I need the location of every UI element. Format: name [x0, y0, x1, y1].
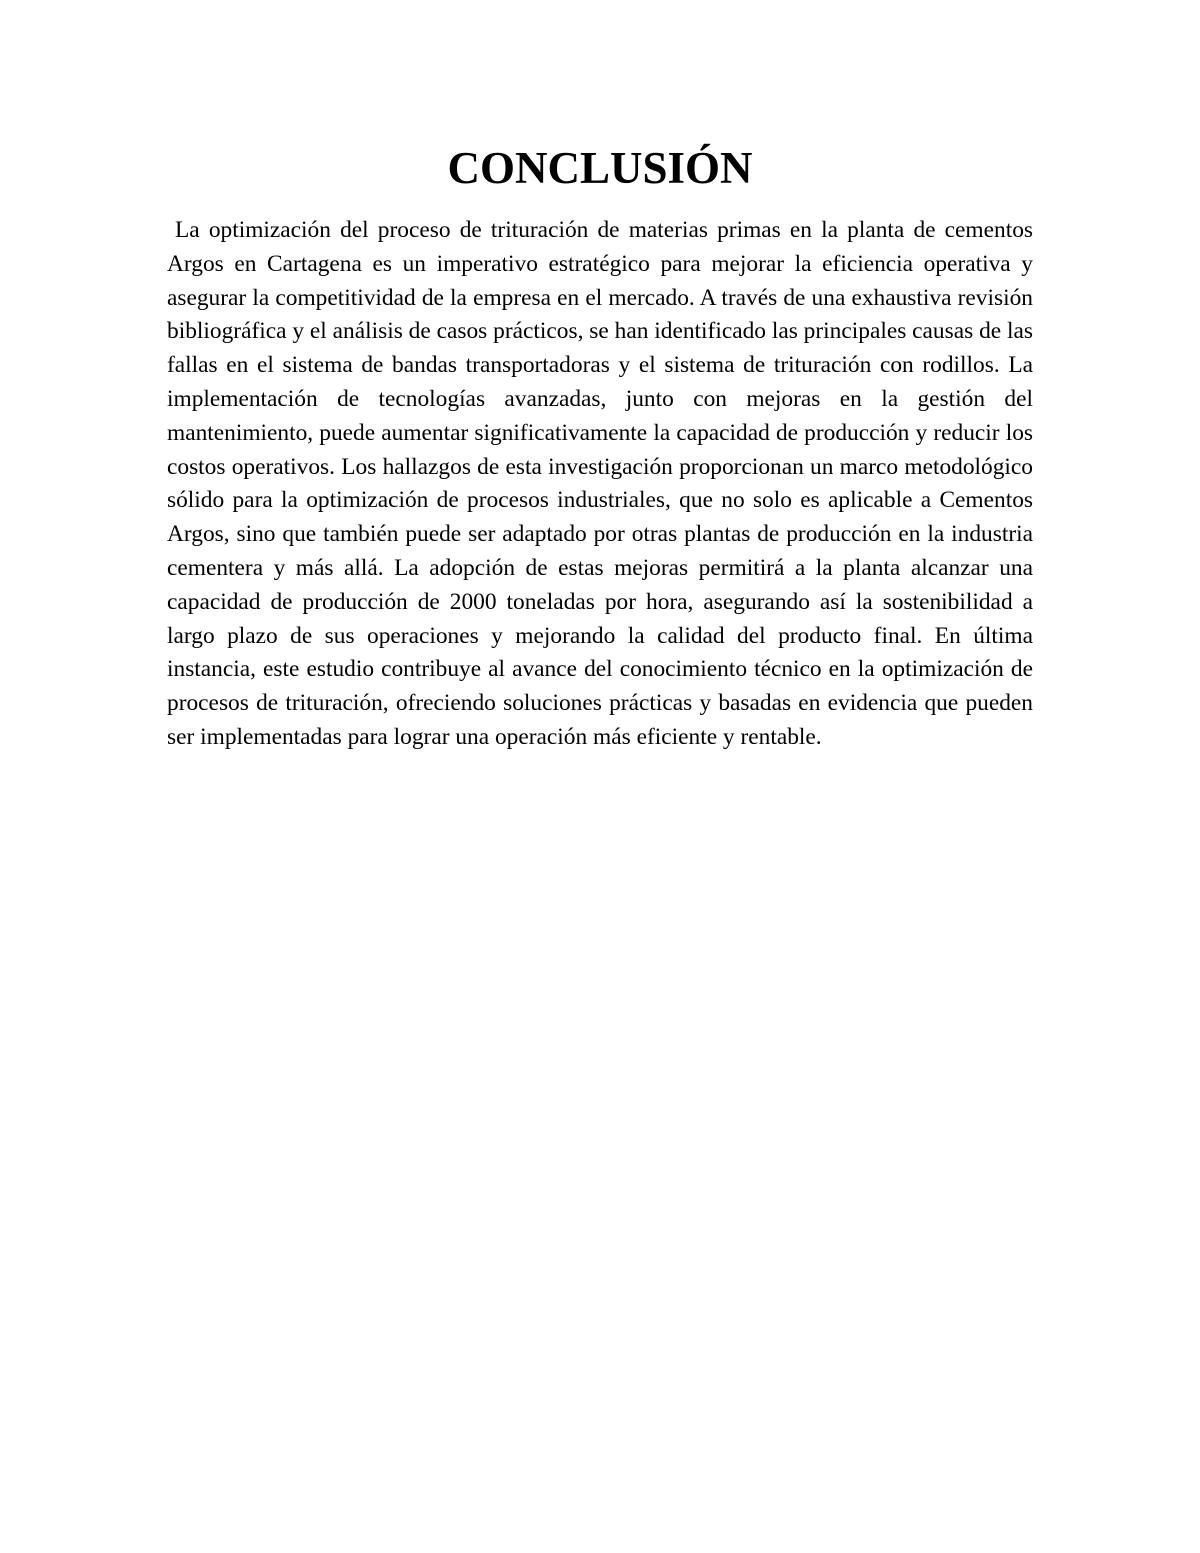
- page-title: CONCLUSIÓN: [447, 143, 753, 193]
- conclusion-paragraph: La optimización del proceso de trituración de materias primas en la planta de cementos Argos en Cartagena es un imperativo estratégico para mejorar la eficiencia operativa y asegurar la competitividad de la empresa en el mercado. A través de una exhaustiva revisión bibliográfica y el análisis de casos prácticos, se han identificado las principales causas de las fallas en el sistema de bandas transportadoras y el sistema de trituración con rodillos. La implementación de tecnologías avanzadas, junto con mejoras en la gestión del mantenimiento, puede aumentar significativamente la capacidad de producción y reducir los costos operativos. Los hallazgos de esta investigación proporcionan un marco metodológico sólido para la optimización de procesos industriales, que no solo es aplicable a Cementos Argos, sino que también puede ser adaptado por otras plantas de producción en la industria cementera y más allá. La adopción de estas mejoras permitirá a la planta alcanzar una capacidad de producción de 2000 toneladas por hora, asegurando así la sostenibilidad a largo plazo de sus operaciones y mejorando la calidad del producto final. En última instancia, este estudio contribuye al avance del conocimiento técnico en la optimización de procesos de trituración, ofreciendo soluciones prácticas y basadas en evidencia que pueden ser implementadas para lograr una operación más eficiente y rentable.: [167, 217, 1033, 750]
